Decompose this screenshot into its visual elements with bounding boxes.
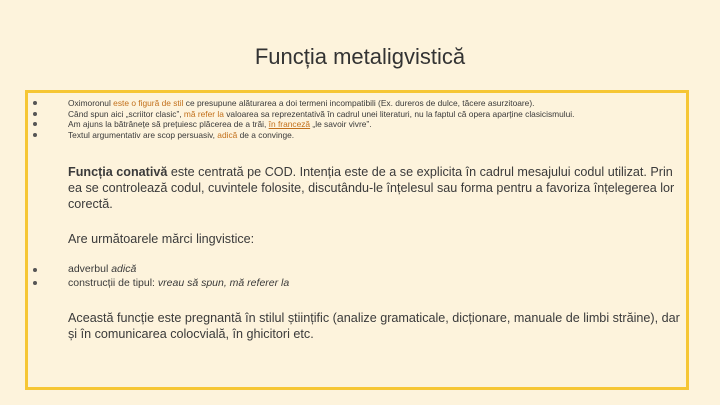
list-item: Am ajuns la bătrânețe să prețuiesc plăcerea de a trăi, în franceză „le savoir vivre”. (30, 119, 574, 130)
examples-list (30, 98, 574, 140)
usage-paragraph: Această funcție este pregnantă în stilul științific (analize gramaticale, dicționare, manuale de limbi străine), dar și în comunicarea colocvială, în ghicitori etc. (68, 311, 680, 341)
paragraph-text: este centrată pe COD. Intenția este de a se explicita în cadrul mesajului codul utilizat. Prin ea se controlează codul, cuvintele folosite, discutându-le înțelesul sau forma pentru a favoriza înțelegerea lor corectă. (68, 165, 675, 211)
bullet-icon (33, 122, 37, 126)
slide-title: Funcția metaligvistică (254, 44, 466, 69)
list-item: adverbul adică (30, 263, 289, 277)
term-heading: Funcția conativă (68, 165, 168, 179)
bullet-icon (33, 101, 37, 105)
markers-intro: Are următoarele mărci lingvistice: (68, 232, 255, 246)
list-item: Textul argumentativ are scop persuasiv, adică de a convinge. (30, 130, 574, 141)
bullet-icon (33, 112, 37, 116)
markers-list (30, 263, 289, 290)
conative-paragraph (68, 164, 680, 212)
list-item: Oximoronul este o figură de stil ce presupune alăturarea a doi termeni incompatibili (Ex. dureros de dulce, tăcere asurzitoare). (30, 98, 574, 109)
bullet-icon (33, 268, 37, 272)
list-item: construcții de tipul: vreau să spun, mă referer la (30, 277, 289, 291)
list-item: Când spun aici „scriitor clasic”, mă refer la valoarea sa reprezentativă în cadrul unei literaturi, nu la faptul că opera aparține clasicismului. (30, 109, 574, 120)
bullet-icon (33, 281, 37, 285)
bullet-icon (33, 133, 37, 137)
